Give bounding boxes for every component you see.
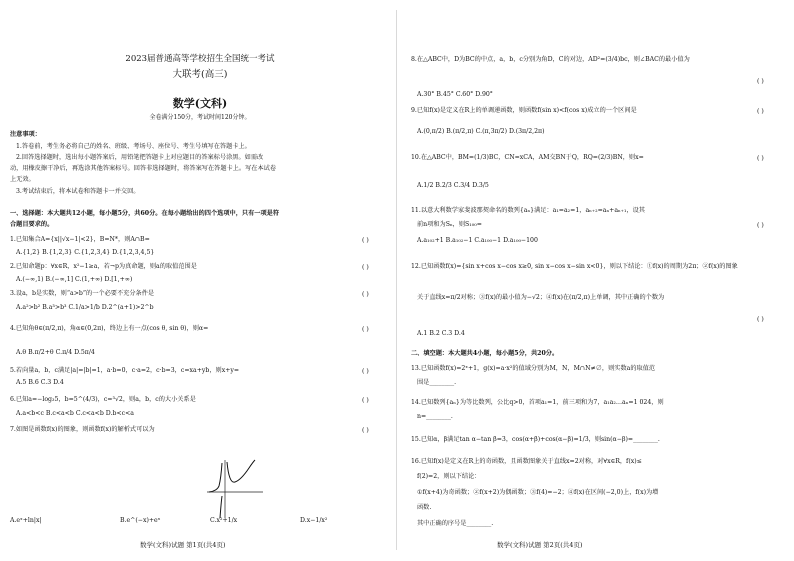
note-5: 3.考试结束后，将本试卷和答题卡一并交回。 bbox=[16, 188, 140, 195]
section2-heading: 二、填空题：本大题共4小题，每小题5分，共20分。 bbox=[411, 350, 559, 357]
subject-title: 数学(文科) bbox=[172, 97, 228, 110]
exam-subtitle: 大联考(高三) bbox=[172, 69, 228, 80]
question-1-options: A.{1,2} B.{1,2,3} C.{1,2,3,4} D.{1,2,3,4,5} bbox=[16, 249, 155, 256]
question-15: 15.已知α，β满足tan α−tan β=3，cos(α+β)+cos(α−β)=1/3，则sin(α−β)=________. bbox=[411, 436, 660, 443]
score-time-note: 全卷满分150分，考试时间120分钟。 bbox=[149, 114, 251, 121]
page-footer-2: 数学(文科)试题 第2页(共4页) bbox=[497, 541, 583, 549]
question-9: 9.已知f(x)是定义在R上的单调递函数，则函数f(sin x)<f(cos x)成立的一个区间是 bbox=[411, 107, 637, 114]
question-11-options: A.a₁₀₂+1 B.a₁₀₂−1 C.a₁₀₀−1 D.a₁₀₀−100 bbox=[417, 237, 538, 244]
question-4-options: A.θ B.π/2+θ C.π/4 D.5π/4 bbox=[16, 349, 95, 356]
question-7-option-b: B.e^(−x)+eˣ bbox=[120, 517, 161, 524]
question-13: 13.已知函数f(x)=2ˣ+1，g(x)=a·x²的值域分别为M，N，M∩N≠∅，则实数a的取值范 bbox=[411, 365, 656, 372]
question-16-cont: f(2)=2，则以下结论： bbox=[417, 473, 481, 480]
question-16-statements: ①f(x+4)为奇函数；②f(x+2)为偶函数；③f(4)=−2；④f(x)在区间(−2,0)上，f(x)为增 bbox=[417, 489, 659, 496]
answer-paren-11: ( ) bbox=[757, 222, 764, 229]
answer-paren-4: ( ) bbox=[362, 326, 369, 333]
answer-paren-5: ( ) bbox=[362, 368, 369, 375]
question-4: 4.已知角θ∈(π/2,π)，角α∈(0,2π)，终边上有一点(cos θ, sin θ)，则α= bbox=[10, 325, 209, 332]
question-14: 14.已知数列{aₙ}为等比数列，公比q>0，首项a₁=1，前三项和为7，a₁a₂…aₙ=1 024，则 bbox=[411, 399, 664, 406]
answer-paren-10: ( ) bbox=[757, 155, 764, 162]
question-9-options: A.(0,π/2) B.(π/2,π) C.(π,3π/2) D.(3π/2,2π) bbox=[417, 128, 545, 135]
section1-heading-cont: 合题目要求的。 bbox=[10, 221, 54, 228]
question-7-option-c: C.x²+1/x bbox=[210, 517, 238, 524]
question-11: 11.以意大利数学家斐波那契命名的数列{aₙ}满足：a₁=a₂=1，aₙ₊₂=aₙ+aₙ₊₁，设其 bbox=[411, 207, 645, 214]
exam-title: 2023届普通高等学校招生全国统一考试 bbox=[125, 54, 275, 64]
notes-heading: 注意事项： bbox=[10, 131, 41, 138]
question-12-options: A.1 B.2 C.3 D.4 bbox=[417, 330, 465, 337]
question-16-answer-line: 其中正确的序号是________. bbox=[417, 520, 494, 527]
answer-paren-3: ( ) bbox=[362, 291, 369, 298]
question-11-cont: 前n项和为Sₙ，则S₁₀₀= bbox=[417, 221, 482, 228]
question-10-options: A.1/2 B.2/3 C.3/4 D.3/5 bbox=[417, 182, 489, 189]
question-13-cont: 围是________. bbox=[417, 379, 457, 386]
note-1: 1.答卷前，考生务必将自己的姓名、班级、考场号、座位号、考生号填写在答题卡上。 bbox=[16, 143, 251, 150]
question-7-option-a: A.eˣ+ln|x| bbox=[10, 517, 42, 524]
question-7: 7.如图是函数f(x)的图象，则函数f(x)的解析式可以为 bbox=[10, 426, 155, 433]
note-2: 2.回答选择题时，选出每小题答案后，用铅笔把答题卡上对应题目的答案标号涂黑。如需改 bbox=[16, 154, 264, 161]
curve-left-branch bbox=[209, 463, 222, 492]
question-14-cont: n=________. bbox=[417, 413, 453, 420]
section1-heading: 一、选择题：本大题共12小题，每小题5分，共60分。在每小题给出的四个选项中，只有一项是符 bbox=[10, 210, 280, 217]
question-16: 16.已知f(x)是定义在R上的奇函数，且函数图象关于直线x=2对称，对∀x∈R，f(x)≤ bbox=[411, 458, 642, 465]
question-16-statements-cont: 函数. bbox=[417, 504, 432, 511]
answer-paren-1: ( ) bbox=[362, 237, 369, 244]
answer-paren-6: ( ) bbox=[362, 397, 369, 404]
answer-paren-9: ( ) bbox=[757, 108, 764, 115]
answer-paren-2: ( ) bbox=[362, 264, 369, 271]
page-footer-1: 数学(文科)试题 第1页(共4页) bbox=[140, 541, 226, 549]
question-8-options: A.30° B.45° C.60° D.90° bbox=[417, 91, 493, 98]
question-1: 1.已知集合A={x||√x−1|<2}，B=N*，则A∩B= bbox=[10, 236, 150, 243]
answer-paren-7: ( ) bbox=[362, 427, 369, 434]
question-5: 5.若向量a，b，c满足|a|=|b|=1，a·b=0，c·a=2，c·b=3，c=xa+yb，则x+y= bbox=[10, 367, 240, 374]
question-8: 8.在△ABC中，D为BC的中点，a，b，c分别为角D，C的对边，AD²=(3/4)bc，则∠BAC的最小值为 bbox=[411, 56, 690, 63]
note-4: 上无效。 bbox=[10, 176, 35, 183]
function-graph-figure bbox=[205, 458, 265, 520]
question-12: 12.已知函数f(x)={sin x+cos x−cos x≥0, sin x−cos x−sin x<0}，则以下结论：①f(x)的周期为2π；②f(x)的图象 bbox=[411, 263, 738, 270]
answer-paren-12: ( ) bbox=[757, 316, 764, 323]
question-5-options: A.5 B.6 C.3 D.4 bbox=[16, 379, 64, 386]
question-3: 3.设a，b是实数，则“a>b”的一个必要不充分条件是 bbox=[10, 290, 155, 297]
question-2-options: A.(−∞,1) B.(−∞,1] C.(1,+∞) D.[1,+∞) bbox=[16, 276, 133, 283]
question-3-options: A.a²>b² B.a³>b³ C.1/a>1/b D.2^(a+1)>2^b bbox=[16, 304, 154, 311]
answer-paren-8: ( ) bbox=[757, 78, 764, 85]
question-6-options: A.a<b<c B.c<a<b C.c<a<b D.b<c<a bbox=[16, 410, 134, 417]
curve-lower-branch bbox=[220, 496, 222, 518]
note-3: 动，用橡皮擦干净后，再选涂其他答案标号。回答非选择题时，将答案写在答题卡上。写在本试卷 bbox=[10, 165, 277, 172]
question-10: 10.在△ABC中，BM=(1/3)BC，CN=xCA，AM交BN于Q，RQ=(2/3)BN，则x= bbox=[411, 154, 644, 161]
question-6: 6.已知a=−log₃5，b=5^(4/3)，c=³√2，则a，b，c的大小关系是 bbox=[10, 396, 196, 403]
curve-right-branch bbox=[227, 460, 255, 482]
exam-page-2 bbox=[397, 0, 794, 561]
question-7-option-d: D.x−1/x² bbox=[300, 517, 328, 524]
question-2: 2.已知命题p：∀x∈R，x²−1≥a，若¬p为真命题，则a的取值范围是 bbox=[10, 263, 197, 270]
question-12-cont: 关于直线x=π/2对称；③f(x)的最小值为−√2；④f(x)在(π/2,π)上单调，其中正确的个数为 bbox=[417, 294, 665, 301]
